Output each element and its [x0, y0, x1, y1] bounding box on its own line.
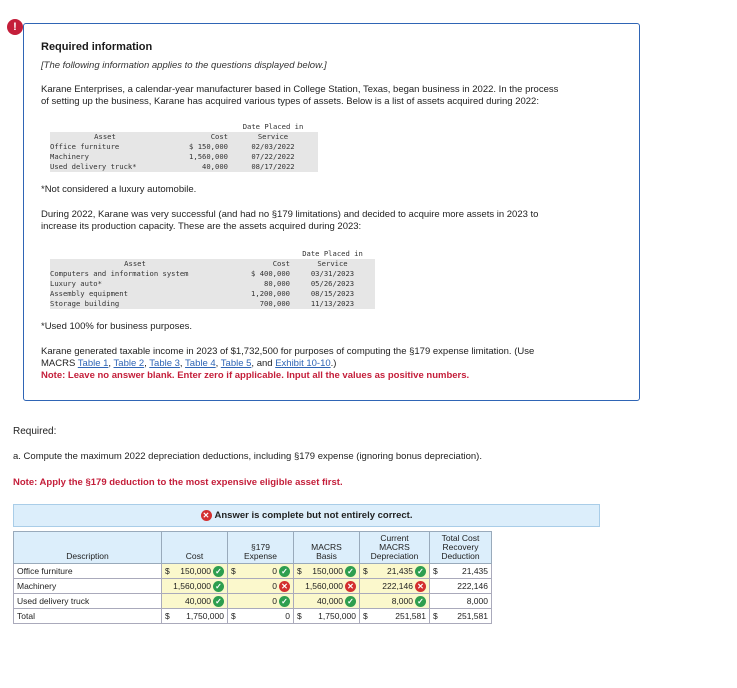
separator: ,: [144, 358, 147, 369]
col-header-asset: Asset: [94, 132, 116, 141]
asset-cell: Machinery: [50, 152, 89, 161]
macrs-basis-input[interactable]: [294, 564, 360, 579]
total-s179-cell: [228, 609, 294, 624]
value-text: 251,581: [457, 611, 488, 621]
date-cell: 08/15/2023: [310, 289, 355, 298]
cost-cell: 1,200,000: [251, 289, 290, 298]
check-icon: ✓: [345, 596, 356, 607]
date-cell: 08/17/2022: [251, 162, 295, 171]
para3-line-1: Karane generated taxable income in 2023 of $1,732,500 for purposes of computing the §179 expense limitation. (Use: [41, 346, 535, 357]
table-row: [50, 152, 318, 162]
date-cell: 02/03/2022: [251, 142, 295, 151]
currency-symbol: $: [297, 611, 302, 621]
value-text: 1,750,000: [318, 611, 356, 621]
cost-input[interactable]: [162, 579, 228, 594]
description-cell: Used delivery truck: [14, 594, 162, 609]
asset-cell: Office furniture: [50, 142, 120, 151]
s179-input[interactable]: [228, 594, 294, 609]
cost-cell: 80,000: [264, 279, 290, 288]
link-table-4[interactable]: Table 4: [185, 358, 216, 369]
currency-symbol: $: [231, 566, 236, 576]
cost-input[interactable]: [162, 564, 228, 579]
currency-symbol: $: [297, 566, 302, 576]
separator: ,: [108, 358, 112, 369]
cost-input[interactable]: [162, 594, 228, 609]
error-x-icon: ✕: [279, 581, 290, 592]
value-text: 21,435: [387, 566, 413, 576]
separator: , and: [251, 358, 273, 369]
check-icon: ✓: [345, 566, 356, 577]
question-note: Note: Apply the §179 deduction to the most expensive eligible asset first.: [13, 477, 343, 488]
depreciation-answer-table: [13, 531, 492, 624]
description-cell: Machinery: [14, 579, 162, 594]
para2-line-1: During 2022, Karane was very successful (and had no §179 limitations) and decided to acquire more assets in 2023 to: [41, 209, 539, 220]
total-recovery-cell: [430, 594, 492, 609]
table-row: [14, 594, 492, 609]
value-text: 21,435: [462, 566, 488, 576]
cost-cell: 40,000: [202, 162, 228, 171]
required-label: Required:: [13, 426, 57, 437]
table-row: [50, 162, 318, 172]
alert-icon: !: [7, 19, 23, 35]
currency-symbol: $: [363, 566, 368, 576]
link-table-1[interactable]: Table 1: [77, 358, 109, 369]
col-header-cost: Cost: [162, 532, 228, 564]
value-text: 0: [272, 581, 277, 591]
col-header-date2: Service: [317, 259, 348, 268]
asset-cell: Used delivery truck*: [50, 162, 137, 171]
col-header-total-recovery: Total Cost Recovery Deduction: [430, 532, 492, 564]
table-row: [50, 142, 318, 152]
instruction-note: Note: Leave no answer blank. Enter zero if applicable. Input all the values as positive numbers.: [41, 370, 470, 381]
value-text: 251,581: [395, 611, 426, 621]
error-x-icon: ✕: [415, 581, 426, 592]
value-text: 8,000: [466, 596, 488, 606]
total-recovery-cell: [430, 564, 492, 579]
col-header-date1: Date Placed in: [302, 249, 363, 258]
col-header-description: Description: [14, 532, 162, 564]
value-text: 222,146: [457, 581, 488, 591]
value-text: 1,560,000: [305, 581, 343, 591]
col-header-date2: Service: [257, 132, 289, 141]
description-cell: Total: [14, 609, 162, 624]
value-text: 1,560,000: [173, 581, 211, 591]
check-icon: ✓: [415, 566, 426, 577]
footnote-1: *Not considered a luxury automobile.: [41, 184, 197, 195]
cost-cell: 1,560,000: [189, 152, 228, 161]
s179-input[interactable]: [228, 579, 294, 594]
info-subtitle: [The following information applies to the questions displayed below.]: [41, 60, 327, 71]
total-cost-cell: [162, 609, 228, 624]
footnote-2: *Used 100% for business purposes.: [41, 321, 193, 332]
intro-line-2: of setting up the business, Karane has acquired various types of assets. Below is a list of assets acquired during 2022:: [41, 96, 539, 107]
total-basis-cell: [294, 609, 360, 624]
s179-input[interactable]: [228, 564, 294, 579]
cost-cell: 700,000: [259, 299, 290, 308]
asset-cell: Storage building: [50, 299, 120, 308]
col-header-s179: §179 Expense: [228, 532, 294, 564]
date-cell: 11/13/2023: [310, 299, 355, 308]
separator: ,: [215, 358, 219, 369]
cost-cell: $ 400,000: [251, 269, 290, 278]
assets-2023-table: [50, 249, 375, 309]
table-row: [50, 289, 375, 299]
error-x-icon: ✕: [345, 581, 356, 592]
assets-2022-table: [50, 122, 318, 172]
check-icon: ✓: [213, 596, 224, 607]
info-title: Required information: [41, 41, 153, 53]
asset-cell: Assembly equipment: [50, 289, 128, 298]
table-row: [50, 279, 375, 289]
link-table-2[interactable]: Table 2: [113, 358, 145, 369]
value-text: 150,000: [312, 566, 343, 576]
check-icon: ✓: [279, 566, 290, 577]
total-recovery-cell: [430, 609, 492, 624]
value-text: 0: [285, 611, 290, 621]
paragraph-2: [41, 209, 538, 233]
table-row: [14, 579, 492, 594]
col-header-cost: Cost: [210, 132, 228, 141]
check-icon: ✓: [279, 596, 290, 607]
value-text: 8,000: [391, 596, 413, 606]
intro-paragraph: [41, 84, 558, 108]
check-icon: ✓: [415, 596, 426, 607]
value-text: 150,000: [180, 566, 211, 576]
required-information-panel: [23, 23, 640, 401]
col-header-cost: Cost: [272, 259, 290, 268]
macrs-basis-input[interactable]: [294, 579, 360, 594]
currency-symbol: $: [165, 611, 170, 621]
value-text: 0: [272, 596, 277, 606]
total-depreciation-cell: [360, 609, 430, 624]
asset-cell: Luxury auto*: [50, 279, 102, 288]
macrs-depreciation-input[interactable]: [360, 564, 430, 579]
separator: .): [330, 358, 337, 369]
asset-cell: Computers and information system: [50, 269, 189, 278]
description-cell: Office furniture: [14, 564, 162, 579]
value-text: 40,000: [317, 596, 343, 606]
value-text: 0: [272, 566, 277, 576]
col-header-current-macrs: Current MACRS Depreciation: [360, 532, 430, 564]
value-text: 1,750,000: [186, 611, 224, 621]
check-icon: ✓: [213, 566, 224, 577]
date-cell: 07/22/2022: [251, 152, 295, 161]
table-row: [50, 269, 375, 279]
total-recovery-cell: [430, 579, 492, 594]
link-table-5[interactable]: Table 5: [220, 358, 252, 369]
paragraph-3: [41, 346, 621, 382]
para3-line-2: [41, 358, 621, 370]
table-row: [50, 299, 375, 309]
macrs-basis-input[interactable]: [294, 594, 360, 609]
date-cell: 03/31/2023: [310, 269, 355, 278]
intro-line-1: Karane Enterprises, a calendar-year manufacturer based in College Station, Texas, began business in 2022. In the process: [41, 84, 559, 95]
currency-symbol: $: [363, 611, 368, 621]
question-a: a. Compute the maximum 2022 depreciation deductions, including §179 expense (ignoring bonus depreciation).: [13, 451, 482, 462]
currency-symbol: $: [165, 566, 170, 576]
currency-symbol: $: [433, 611, 438, 621]
date-cell: 05/26/2023: [310, 279, 355, 288]
para3-prefix: MACRS: [41, 358, 76, 369]
answer-status-banner: [13, 504, 600, 527]
value-text: 40,000: [185, 596, 211, 606]
currency-symbol: $: [231, 611, 236, 621]
link-table-3[interactable]: Table 3: [149, 358, 180, 369]
macrs-depreciation-input[interactable]: [360, 579, 430, 594]
macrs-depreciation-input[interactable]: [360, 594, 430, 609]
col-header-date1: Date Placed in: [242, 122, 304, 131]
separator: ,: [179, 358, 183, 369]
col-header-macrs-basis: MACRS Basis: [294, 532, 360, 564]
total-row: [14, 609, 492, 624]
answer-status-text: Answer is complete but not entirely correct.: [214, 510, 413, 521]
col-header-asset: Asset: [124, 259, 146, 268]
error-x-icon: ✕: [201, 510, 212, 521]
check-icon: ✓: [213, 581, 224, 592]
cost-cell: $ 150,000: [189, 142, 228, 151]
table-row: [14, 564, 492, 579]
link-exhibit-10-10[interactable]: Exhibit 10-10: [275, 358, 331, 369]
currency-symbol: $: [433, 566, 438, 576]
para2-line-2: increase its production capacity. These are the assets acquired during 2023:: [41, 221, 362, 232]
value-text: 222,146: [382, 581, 413, 591]
